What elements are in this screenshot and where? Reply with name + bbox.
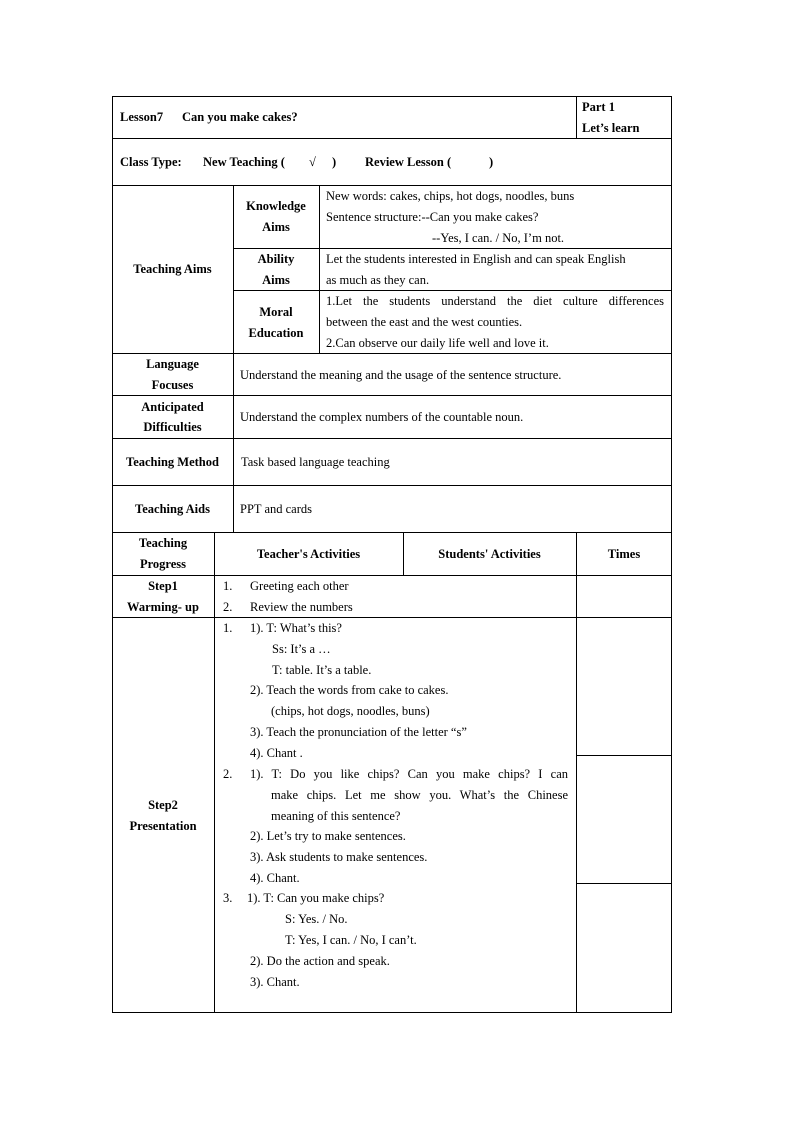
step2-sec3-line-5: 3). Chant. <box>250 975 300 989</box>
moral-education-label-1: Moral <box>259 305 293 319</box>
step1-item-2-text: Review the numbers <box>250 600 353 614</box>
step2-sec2-line-6: 4). Chant. <box>250 871 300 885</box>
ability-aims-label-2: Aims <box>262 273 290 287</box>
moral-education-line-2: between the east and the west counties. <box>326 315 523 329</box>
step1-label-2: Warming- up <box>127 600 199 614</box>
moral-education-line-3: 2.Can observe our daily life well and love it. <box>326 336 549 350</box>
step2-sec2-line-4: 2). Let’s try to make sentences. <box>250 829 406 843</box>
step2-sec1-line-5: (chips, hot dogs, noodles, buns) <box>271 704 430 718</box>
teaching-method-text: Task based language teaching <box>241 455 390 469</box>
knowledge-aims-line-3: --Yes, I can. / No, I’m not. <box>432 231 565 245</box>
rule-method-bottom <box>112 485 672 486</box>
rule-part-divider <box>576 96 577 138</box>
step2-sec3-line-1: 1). T: Can you make chips? <box>247 891 385 905</box>
step2-label-2: Presentation <box>129 819 197 833</box>
step2-sec1-num: 1. <box>223 621 233 635</box>
moral-education-label-2: Education <box>248 326 304 340</box>
part-name: Let’s learn <box>582 121 640 135</box>
step1-item-2-num: 2. <box>223 600 233 614</box>
ability-aims-line-2: as much as they can. <box>326 273 430 287</box>
step2-sec1-line-7: 4). Chant . <box>250 746 303 760</box>
class-type-close-2: ) <box>489 155 494 169</box>
rule-difficulties-bottom <box>112 438 672 439</box>
knowledge-aims-label-1: Knowledge <box>246 199 306 213</box>
step2-label-1: Step2 <box>148 798 178 812</box>
progress-col-label-1: Teaching <box>138 536 188 550</box>
teacher-activities-header: Teacher's Activities <box>256 547 361 561</box>
language-focuses-text: Understand the meaning and the usage of the sentence structure. <box>240 368 562 382</box>
students-activities-header: Students' Activities <box>438 547 541 561</box>
knowledge-aims-line-1: New words: cakes, chips, hot dogs, noodles, buns <box>326 189 575 203</box>
class-type-label: Class Type: <box>120 155 182 169</box>
step2-sec3-line-4: 2). Do the action and speak. <box>250 954 390 968</box>
lesson-number: Lesson7 <box>120 110 164 124</box>
teaching-method-label: Teaching Method <box>126 455 219 469</box>
class-type-close-1: ) <box>332 155 337 169</box>
rule-aims-sublabel-divider <box>319 185 320 353</box>
progress-col-label-2: Progress <box>139 557 187 571</box>
moral-education-line-1: 1.Let the students understand the diet culture differences <box>326 294 664 308</box>
step2-sec3-num: 3. <box>223 891 233 905</box>
step2-sec2-line-2: make chips. Let me show you. What’s the Chinese <box>271 788 568 802</box>
step2-sec1-line-6: 3). Teach the pronunciation of the letter “s” <box>250 725 467 739</box>
rule-times-split-1 <box>576 755 672 756</box>
class-type-check-mark: √ <box>309 155 316 169</box>
difficulties-label-2: Difficulties <box>143 420 202 434</box>
knowledge-aims-line-2: Sentence structure:--Can you make cakes? <box>326 210 539 224</box>
difficulties-label-1: Anticipated <box>141 400 204 414</box>
step2-sec2-line-1: 1). T: Do you like chips? Can you make chips? I can <box>250 767 568 781</box>
rule-times-split-2 <box>576 883 672 884</box>
class-type-review: Review Lesson ( <box>365 155 452 169</box>
step2-sec2-num: 2. <box>223 767 233 781</box>
knowledge-aims-label-2: Aims <box>262 220 290 234</box>
teaching-aids-label: Teaching Aids <box>135 502 210 516</box>
step2-sec1-line-2: Ss: It’s a … <box>272 642 331 656</box>
step1-label-1: Step1 <box>148 579 178 593</box>
rule-progress-col1-body <box>214 575 215 1013</box>
lesson-title: Can you make cakes? <box>182 110 298 124</box>
teaching-aids-text: PPT and cards <box>240 502 312 516</box>
step2-sec2-line-5: 3). Ask students to make sentences. <box>250 850 428 864</box>
ability-aims-line-1: Let the students interested in English and can speak English <box>326 252 626 266</box>
language-focuses-label-1: Language <box>146 357 199 371</box>
step2-sec2-line-3: meaning of this sentence? <box>271 809 401 823</box>
teaching-aims-label: Teaching Aims <box>133 262 212 276</box>
step1-item-1-text: Greeting each other <box>250 579 349 593</box>
step1-item-1-num: 1. <box>223 579 233 593</box>
step2-sec1-line-3: T: table. It’s a table. <box>272 663 372 677</box>
part-number: Part 1 <box>582 100 615 114</box>
times-header: Times <box>607 547 641 561</box>
class-type-new-teaching: New Teaching ( <box>203 155 285 169</box>
step2-sec3-line-3: T: Yes, I can. / No, I can’t. <box>285 933 417 947</box>
step2-sec1-line-1: 1). T: What’s this? <box>250 621 342 635</box>
step2-sec1-line-4: 2). Teach the words from cake to cakes. <box>250 683 449 697</box>
language-focuses-label-2: Focuses <box>151 378 194 392</box>
difficulties-text: Understand the complex numbers of the countable noun. <box>240 410 524 424</box>
rule-progress-times-col <box>576 532 577 1013</box>
ability-aims-label-1: Ability <box>257 252 295 266</box>
step2-sec3-line-2: S: Yes. / No. <box>285 912 348 926</box>
